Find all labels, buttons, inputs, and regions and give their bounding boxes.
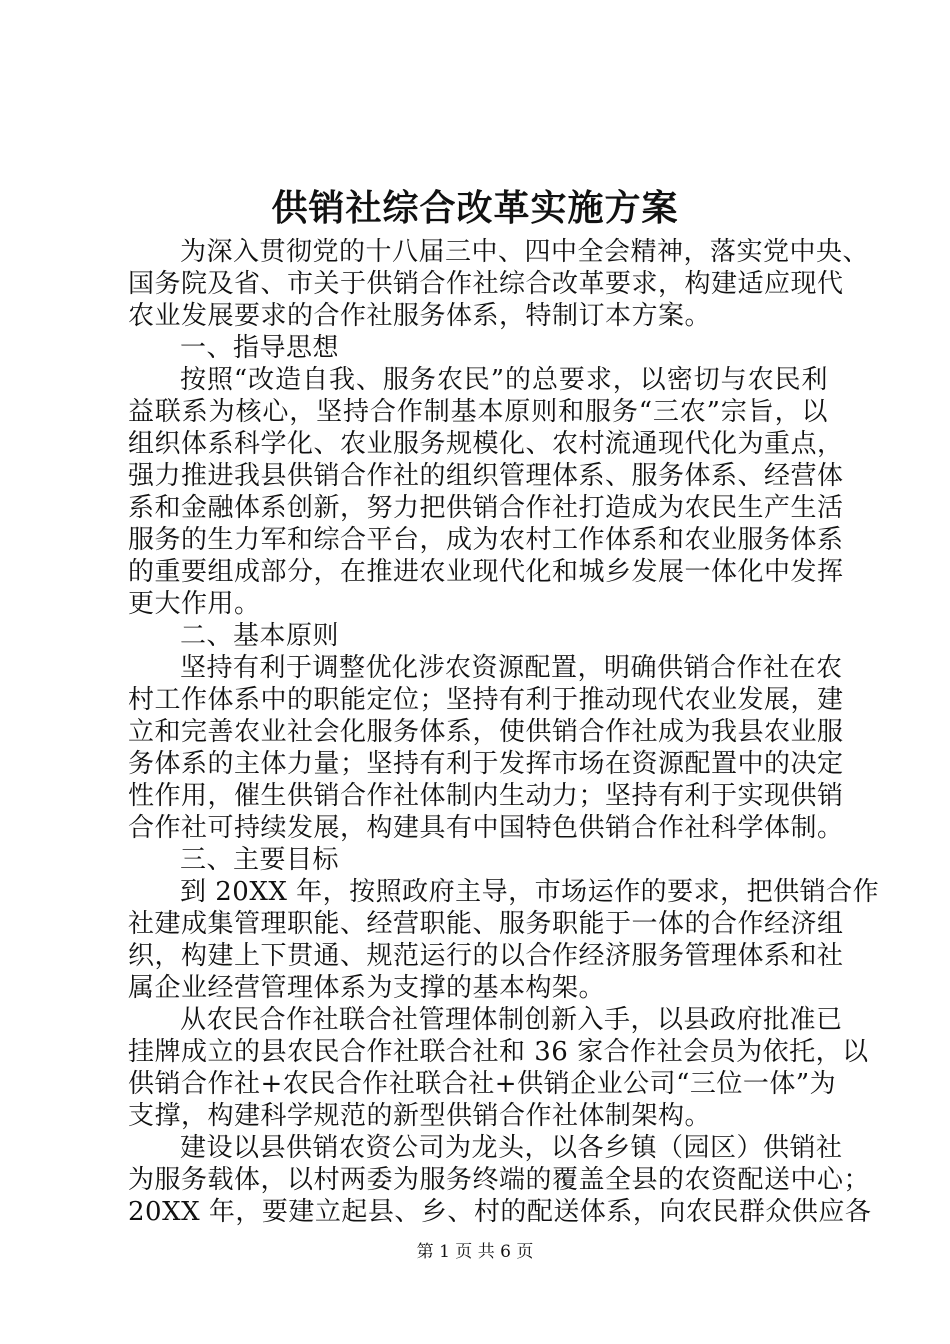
text-line: 的重要组成部分，在推进农业现代化和城乡发展一体化中发挥 — [128, 557, 844, 587]
text-line: 从农民合作社联合社管理体制创新入手，以县政府批准已 — [180, 1005, 843, 1035]
text-line: 益联系为核心，坚持合作制基本原则和服务“三农”宗旨，以 — [128, 397, 828, 427]
text-line: 务体系的主体力量；坚持有利于发挥市场在资源配置中的决定 — [128, 749, 844, 779]
text-line: 性作用，催生供销合作社体制内生动力；坚持有利于实现供销 — [128, 781, 844, 811]
page-footer: 第 1 页 共 6 页 — [416, 1242, 534, 1262]
text-line: 二、基本原则 — [180, 621, 340, 651]
text-line: 坚持有利于调整优化涉农资源配置，明确供销合作社在农 — [180, 653, 843, 683]
text-line: 为服务载体，以村两委为服务终端的覆盖全县的农资配送中心； — [128, 1165, 871, 1195]
text-line: 建设以县供销农资公司为龙头，以各乡镇（园区）供销社 — [180, 1133, 843, 1163]
text-line: 按照“改造自我、服务农民”的总要求，以密切与农民利 — [180, 365, 828, 395]
text-line: 一、指导思想 — [180, 333, 340, 363]
text-line: 三、主要目标 — [180, 845, 340, 875]
text-line: 挂牌成立的县农民合作社联合社和 36 家合作社会员为依托，以 — [128, 1037, 869, 1067]
document-title: 供销社综合改革实施方案 — [271, 187, 679, 229]
text-line: 属企业经营管理体系为支撑的基本构架。 — [128, 973, 606, 1003]
text-line: 村工作体系中的职能定位；坚持有利于推动现代农业发展，建 — [128, 685, 844, 715]
text-line: 立和完善农业社会化服务体系，使供销合作社成为我县农业服 — [128, 717, 844, 747]
text-line: 农业发展要求的合作社服务体系，特制订本方案。 — [128, 301, 712, 331]
text-line: 20XX 年，要建立起县、乡、村的配送体系，向农民群众供应各 — [128, 1197, 872, 1227]
document-body — [128, 236, 880, 1228]
text-line: 合作社可持续发展，构建具有中国特色供销合作社科学体制。 — [128, 813, 844, 843]
text-line: 供销合作社+农民合作社联合社+供销企业公司“三位一体”为 — [128, 1069, 837, 1099]
text-line: 社建成集管理职能、经营职能、服务职能于一体的合作经济组 — [128, 909, 844, 939]
text-line: 组织体系科学化、农业服务规模化、农村流通现代化为重点， — [128, 429, 844, 459]
text-line: 更大作用。 — [128, 589, 261, 619]
text-line: 服务的生力军和综合平台，成为农村工作体系和农业服务体系 — [128, 525, 844, 555]
text-line: 强力推进我县供销合作社的组织管理体系、服务体系、经营体 — [128, 461, 844, 491]
text-line: 支撑，构建科学规范的新型供销合作社体制架构。 — [128, 1101, 712, 1131]
text-line: 系和金融体系创新，努力把供销合作社打造成为农民生产生活 — [128, 493, 844, 523]
text-line: 国务院及省、市关于供销合作社综合改革要求，构建适应现代 — [128, 269, 844, 299]
text-line: 织，构建上下贯通、规范运行的以合作经济服务管理体系和社 — [128, 941, 844, 971]
text-line: 为深入贯彻党的十八届三中、四中全会精神，落实党中央、 — [180, 237, 870, 267]
text-line: 到 20XX 年，按照政府主导，市场运作的要求，把供销合作 — [180, 877, 880, 907]
